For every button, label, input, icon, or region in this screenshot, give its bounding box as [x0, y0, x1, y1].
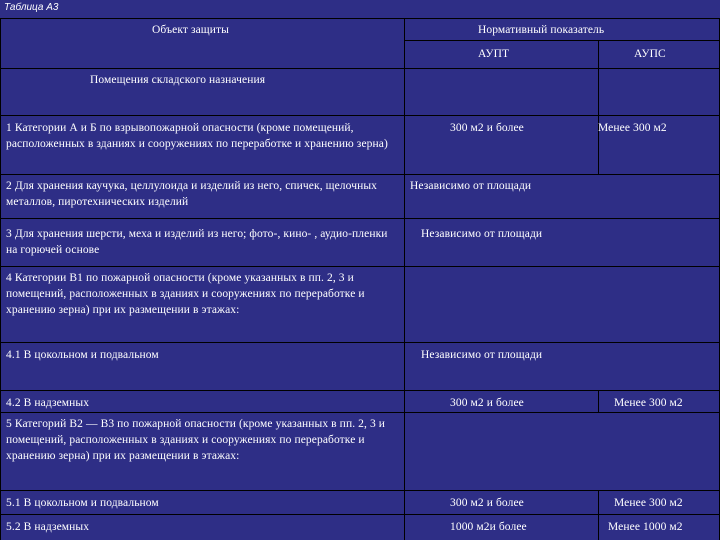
- grid-line: [0, 412, 720, 413]
- table-caption: Таблица А3: [4, 2, 59, 13]
- grid-line: [0, 174, 720, 175]
- aupt-value: 300 м2 и более: [450, 497, 524, 509]
- grid-line: [0, 218, 720, 219]
- grid-line: [0, 266, 720, 267]
- row-label: 5.1 В цокольном и подвальном: [6, 497, 159, 509]
- row-label: 5 Категорий В2 — В3 по пожарной опасности (кроме указанных в пп. 2, 3 и помещений, расположенных в зданиях и сооружениях по переработке и хранению зерна) при их размещении в этажах:: [6, 418, 386, 462]
- header-aupt: АУПТ: [478, 48, 510, 60]
- grid-line: [404, 40, 720, 41]
- grid-line: [0, 68, 720, 69]
- header-object: Объект защиты: [152, 24, 229, 36]
- grid-line: [404, 18, 405, 540]
- grid-line: [598, 390, 599, 412]
- grid-line: [598, 40, 599, 174]
- merged-value: Независимо от площади: [410, 180, 532, 192]
- aups-value: Менее 300 м2: [614, 397, 683, 409]
- aupt-value: 300 м2 и более: [450, 397, 524, 409]
- row-label: 4.2 В надземных: [6, 397, 90, 409]
- aupt-value: 300 м2 и более: [450, 122, 524, 134]
- grid-line: [0, 514, 720, 515]
- grid-line: [598, 490, 599, 540]
- grid-line: [0, 18, 720, 19]
- header-aups: АУПС: [634, 48, 666, 60]
- grid-line: [0, 342, 720, 343]
- grid-line: [0, 18, 1, 540]
- aupt-value: 1000 м2и более: [450, 521, 527, 533]
- row-label: 2 Для хранения каучука, целлулоида и изделий из него, спичек, щелочных металлов, пиротехнических изделий: [6, 180, 378, 208]
- row-label: 4.1 В цокольном и подвальном: [6, 349, 159, 361]
- header-normative: Нормативный показатель: [478, 24, 605, 36]
- section-title: Помещения складского назначения: [90, 74, 266, 86]
- row-label: 4 Категории В1 по пожарной опасности (кроме указанных в пп. 2, 3 и помещений, расположенных в зданиях и сооружениях по переработке и хранению зерна) при их размещении в этажах:: [6, 272, 365, 316]
- row-label: 1 Категории А и Б по взрывопожарной опасности (кроме помещений, расположенных в зданиях и сооружениях по переработке и хранению зерна): [6, 122, 388, 150]
- row-label: 5.2 В надземных: [6, 521, 90, 533]
- aups-value: Менее 1000 м2: [608, 521, 683, 533]
- row-label: 3 Для хранения шерсти, меха и изделий из него; фото-, кино- , аудио-пленки на горючей основе: [6, 228, 388, 256]
- aups-value: Менее 300 м2: [614, 497, 683, 509]
- grid-line: [0, 115, 720, 116]
- grid-line: [0, 490, 720, 491]
- merged-value: Независимо от площади: [421, 349, 543, 361]
- merged-value: Независимо от площади: [421, 228, 543, 240]
- grid-line: [0, 390, 720, 391]
- aups-value: Менее 300 м2: [598, 122, 667, 134]
